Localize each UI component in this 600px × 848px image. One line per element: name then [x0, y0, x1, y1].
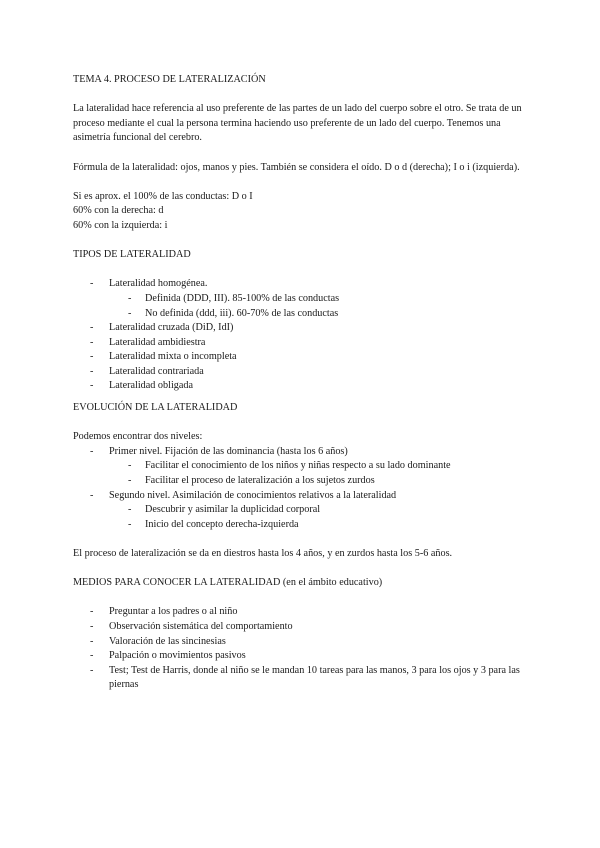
evolucion-intro: Podemos encontrar dos niveles: — [73, 431, 203, 443]
list-item: - Lateralidad obligada — [73, 379, 533, 394]
list-item: - Preguntar a los padres o al niño — [73, 605, 533, 620]
list-item: - Test; Test de Harris, donde al niño se le mandan 10 tareas para las manos, 3 para los ojos y 3 para las piernas — [73, 664, 533, 693]
list-item: - Lateralidad ambidiestra — [73, 336, 533, 351]
sub-list-item: - Inicio del concepto derecha-izquierda — [73, 518, 533, 533]
section-heading-evolucion: EVOLUCIÓN DE LA LATERALIDAD — [73, 402, 238, 414]
list-item-text: Segundo nivel. Asimilación de conocimientos relativos a la lateralidad — [109, 489, 397, 501]
sub-list — [109, 503, 533, 532]
sub-list-item: - Definida (DDD, III). 85-100% de las conductas — [73, 292, 533, 307]
list-item: - Palpación o movimientos pasivos — [73, 649, 533, 664]
document-body — [73, 73, 533, 693]
formula-paragraph: Fórmula de la lateralidad: ojos, manos y pies. También se considera el oído. D o d (derecha); I o i (izquierda). — [73, 161, 520, 173]
percent-line: Si es aprox. el 100% de las conductas: D o I — [73, 190, 253, 202]
sub-list — [109, 459, 533, 488]
sub-list-item: - Descubrir y asimilar la duplicidad corporal — [73, 503, 533, 518]
list-item: - Valoración de las sincinesias — [73, 635, 533, 650]
list-item: - Lateralidad mixta o incompleta — [73, 350, 533, 365]
section-heading-tipos: TIPOS DE LATERALIDAD — [73, 249, 191, 261]
list-item: - Observación sistemática del comportamiento — [73, 620, 533, 635]
evolucion-closing: El proceso de lateralización se da en diestros hasta los 4 años, y en zurdos hasta los 5-6 años. — [73, 548, 453, 559]
medios-list — [73, 605, 533, 693]
list-item: - Lateralidad contrariada — [73, 365, 533, 380]
intro-paragraph: La lateralidad hace referencia al uso preferente de las partes de un lado del cuerpo sobre el otro. Se trata de un proceso mediante el cual la persona termina haciendo uso preferente de un lado del cuerpo. Tenemos una asimetría funcional del cerebro. — [73, 103, 522, 144]
list-item — [73, 489, 533, 533]
sub-list-item: - Facilitar el conocimiento de los niños y niñas respecto a su lado dominante — [73, 459, 533, 474]
list-item — [73, 445, 533, 489]
sub-list-item: - No definida (ddd, iii). 60-70% de las conductas — [73, 307, 533, 322]
list-item-text: Lateralidad homogénea. — [109, 278, 208, 290]
percent-line: 60% con la izquierda: i — [73, 219, 168, 231]
heading-note: (en el ámbito educativo) — [280, 577, 383, 589]
heading-text: MEDIOS PARA CONOCER LA LATERALIDAD — [73, 577, 281, 589]
document-title: TEMA 4. PROCESO DE LATERALIZACIÓN — [73, 74, 266, 85]
list-item — [73, 277, 533, 321]
evolucion-list — [73, 445, 533, 533]
percent-line: 60% con la derecha: d — [73, 205, 164, 217]
sub-list — [109, 292, 533, 321]
tipos-list — [73, 277, 533, 394]
sub-list-item: - Facilitar el proceso de lateralización a los sujetos zurdos — [73, 474, 533, 489]
list-item: - Lateralidad cruzada (DiD, IdI) — [73, 321, 533, 336]
list-item-text: Primer nivel. Fijación de las dominancia (hasta los 6 años) — [109, 445, 348, 457]
section-heading-medios — [73, 576, 533, 591]
